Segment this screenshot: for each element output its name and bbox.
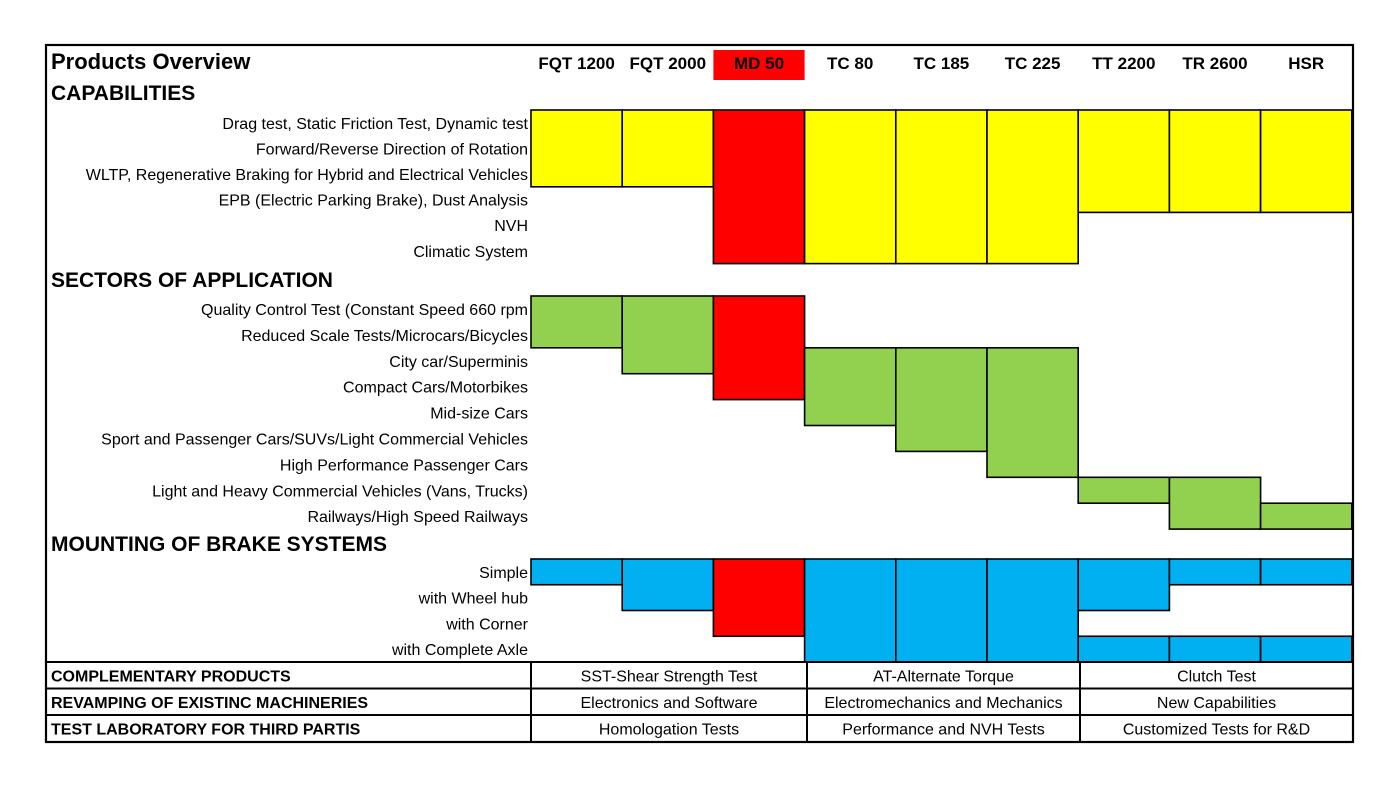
bar-capabilities xyxy=(805,110,896,264)
bottom-cell: Electronics and Software xyxy=(580,694,758,712)
bottom-cell: SST-Shear Strength Test xyxy=(580,668,758,686)
bar-sectors xyxy=(805,348,896,426)
bar-sectors xyxy=(896,348,987,452)
bar-mounting xyxy=(1169,559,1260,585)
bar-sectors xyxy=(1078,477,1169,503)
bottom-cell: New Capabilities xyxy=(1156,694,1277,712)
bar-mounting xyxy=(531,559,622,585)
bar-sectors xyxy=(713,296,804,400)
row-label: Quality Control Test (Constant Speed 660 rpm xyxy=(201,301,528,319)
bar-mounting xyxy=(1261,559,1352,585)
column-header: HSR xyxy=(1288,54,1325,73)
column-header: TC 185 xyxy=(913,54,970,73)
bottom-cell: Clutch Test xyxy=(1177,668,1256,686)
bottom-cell: Customized Tests for R&D xyxy=(1122,721,1311,739)
bottom-row-label: REVAMPING OF EXISTINC MACHINERIES xyxy=(51,694,369,712)
row-label: Forward/Reverse Direction of Rotation xyxy=(255,141,528,159)
row-label: High Performance Passenger Cars xyxy=(279,457,528,475)
bottom-cell: Electromechanics and Mechanics xyxy=(824,694,1063,712)
row-label: Railways/High Speed Railways xyxy=(307,509,528,527)
column-header: TT 2200 xyxy=(1092,54,1156,73)
bar-mounting xyxy=(713,559,804,636)
section-title-sectors: SECTORS OF APPLICATION xyxy=(51,269,333,292)
row-label: Climatic System xyxy=(413,243,528,261)
bar-capabilities xyxy=(987,110,1078,264)
bar-sectors xyxy=(531,296,622,348)
column-header: FQT 2000 xyxy=(629,54,707,73)
bar-mounting xyxy=(1261,636,1352,662)
column-header: TC 80 xyxy=(827,54,874,73)
bottom-cell: Performance and NVH Tests xyxy=(842,721,1045,739)
bar-mounting xyxy=(987,559,1078,662)
row-label: Reduced Scale Tests/Microcars/Bicycles xyxy=(241,327,528,345)
bar-capabilities xyxy=(1169,110,1260,212)
bar-capabilities xyxy=(713,110,804,264)
row-label: with Wheel hub xyxy=(418,590,528,608)
row-label: WLTP, Regenerative Braking for Hybrid and Electrical Vehicles xyxy=(85,167,528,184)
row-label: Sport and Passenger Cars/SUVs/Light Commercial Vehicles xyxy=(101,431,528,449)
row-label: Drag test, Static Friction Test, Dynamic test xyxy=(222,115,528,133)
column-header: MD 50 xyxy=(733,54,785,73)
column-header: TR 2600 xyxy=(1182,54,1248,73)
column-header: FQT 1200 xyxy=(538,54,615,73)
section-title-mounting: MOUNTING OF BRAKE SYSTEMS xyxy=(51,533,388,556)
column-header: TC 225 xyxy=(1004,54,1061,73)
bar-capabilities xyxy=(1261,110,1352,212)
row-label: with Complete Axle xyxy=(391,642,528,660)
bottom-row-label: COMPLEMENTARY PRODUCTS xyxy=(51,668,291,686)
row-label: EPB (Electric Parking Brake), Dust Analysis xyxy=(218,192,528,210)
row-label: with Corner xyxy=(446,616,528,634)
row-label: Compact Cars/Motorbikes xyxy=(343,379,528,397)
bar-capabilities xyxy=(896,110,987,264)
bottom-cell: AT-Alternate Torque xyxy=(873,668,1014,686)
row-label: Simple xyxy=(479,564,528,582)
bar-sectors xyxy=(1169,477,1260,529)
bar-capabilities xyxy=(1078,110,1169,212)
bar-mounting xyxy=(896,559,987,662)
bar-mounting xyxy=(1078,559,1169,611)
bar-mounting xyxy=(805,559,896,662)
bar-sectors xyxy=(1261,503,1352,529)
row-label: Mid-size Cars xyxy=(430,405,528,423)
bar-mounting xyxy=(1169,636,1260,662)
row-label: City car/Superminis xyxy=(389,353,528,371)
page-title: Products Overview xyxy=(51,49,251,74)
section-title-capabilities: CAPABILITIES xyxy=(51,82,196,105)
bar-sectors xyxy=(622,296,713,374)
row-label: Light and Heavy Commercial Vehicles (Vans, Trucks) xyxy=(152,483,528,501)
bar-sectors xyxy=(987,348,1078,478)
bar-capabilities xyxy=(531,110,622,187)
bar-mounting xyxy=(1078,636,1169,662)
bar-capabilities xyxy=(622,110,713,187)
bottom-row-label: TEST LABORATORY FOR THIRD PARTIS xyxy=(51,721,361,739)
row-label: NVH xyxy=(494,218,528,236)
bottom-cell: Homologation Tests xyxy=(598,721,740,739)
bar-mounting xyxy=(622,559,713,611)
